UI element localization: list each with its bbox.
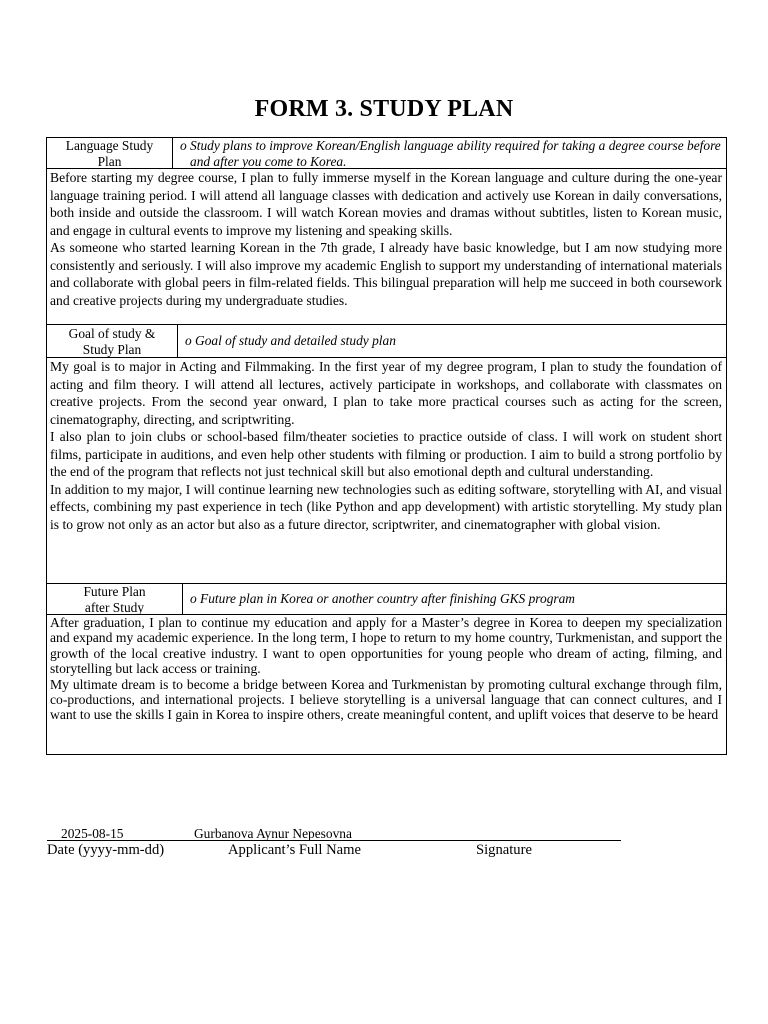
language-plan-prompt-text: o Study plans to improve Korean/English language ability required for taking a degree course before and after you come to Korea. [180,138,721,169]
applicant-name-value: Gurbanova Aynur Nepesovna [194,826,352,841]
name-caption: Applicant’s Full Name [228,842,361,858]
language-plan-paragraph: Before starting my degree course, I plan to fully immerse myself in the Korean language and culture during the one-year language training period. I will attend all language classes with dedication and actively use Korean in daily conversations, both inside and outside the classroom. I will watch Korean movies and dramas without subtitles, listen to Korean music, and engage in cultural events to improve my listening and speaking skills. [50,170,722,238]
signature-caption: Signature [476,842,532,858]
language-plan-prompt [173,138,726,168]
form-title: FORM 3. STUDY PLAN [254,96,514,122]
future-plan-prompt [183,584,726,614]
future-plan-prompt-text: o Future plan in Korea or another country after finishing GKS program [190,591,575,606]
date-value: 2025-08-15 [61,826,124,841]
future-plan-label: Future Plan after Study [47,584,183,614]
study-goal-paragraph: In addition to my major, I will continue learning new technologies such as editing software, storytelling with AI, and visual effects, combining my past experience in tech (like Python and app development) with artistic storytelling. My study plan is to grow not only as an actor but also as a future director, scriptwriter, and cinematographer with global vision. [50,481,722,532]
study-goal-paragraph: My goal is to major in Acting and Filmmaking. In the first year of my degree program, I plan to study the foundation of acting and film theory. I will attend all lectures, actively participate in workshops, and collaborate with classmates on creative projects. From the second year onward, I plan to take more practical courses such as acting for the screen, cinematography, directing, and scriptwriting. [50,359,722,427]
language-plan-label: Language Study Plan [47,138,173,168]
study-goal-header [46,324,727,358]
study-goal-paragraph: I also plan to join clubs or school-based film/theater societies to practice outside of class. I will work on student short films, participate in auditions, and even help other students with filming or production. I aim to build a strong portfolio by the end of the program that reflects not just technical skill but also emotional depth and cultural understanding. [50,429,722,479]
language-plan-body [46,168,727,325]
date-caption: Date (yyyy-mm-dd) [47,842,165,858]
future-plan-paragraph: My ultimate dream is to become a bridge between Korea and Turkmenistan by promoting cultural exchange through film, co-productions, and international projects. I believe storytelling is a universal language that can connect cultures, and I want to use the skills I gain in Korea to inspire others, create meaningful content, and uplift voices that deserve to be heard [50,676,722,723]
study-goal-prompt-text: o Goal of study and detailed study plan [185,333,396,348]
future-plan-paragraph: After graduation, I plan to continue my education and apply for a Master’s degree in Korea to deepen my specialization and expand my academic experience. In the long term, I hope to return to my home country, Turkmenistan, and support the growth of the local creative industry. I want to open opportunities for young people who dream of acting, filming, and storytelling but lack access or training. [50,615,722,677]
study-goal-body [46,357,727,584]
study-goal-prompt [178,325,726,357]
future-plan-header [46,583,727,615]
language-plan-paragraph: As someone who started learning Korean in the 7th grade, I already have basic knowledge, but I am now studying more consistently and seriously. I will also improve my academic English to support my understanding of international materials and collaborate with global peers in film-related fields. This bilingual preparation will help me succeed in both coursework and creative projects during my undergraduate studies. [50,240,722,308]
language-plan-header [46,137,727,169]
study-goal-label: Goal of study & Study Plan [47,325,178,357]
signature-line [47,840,621,841]
future-plan-body [46,614,727,755]
